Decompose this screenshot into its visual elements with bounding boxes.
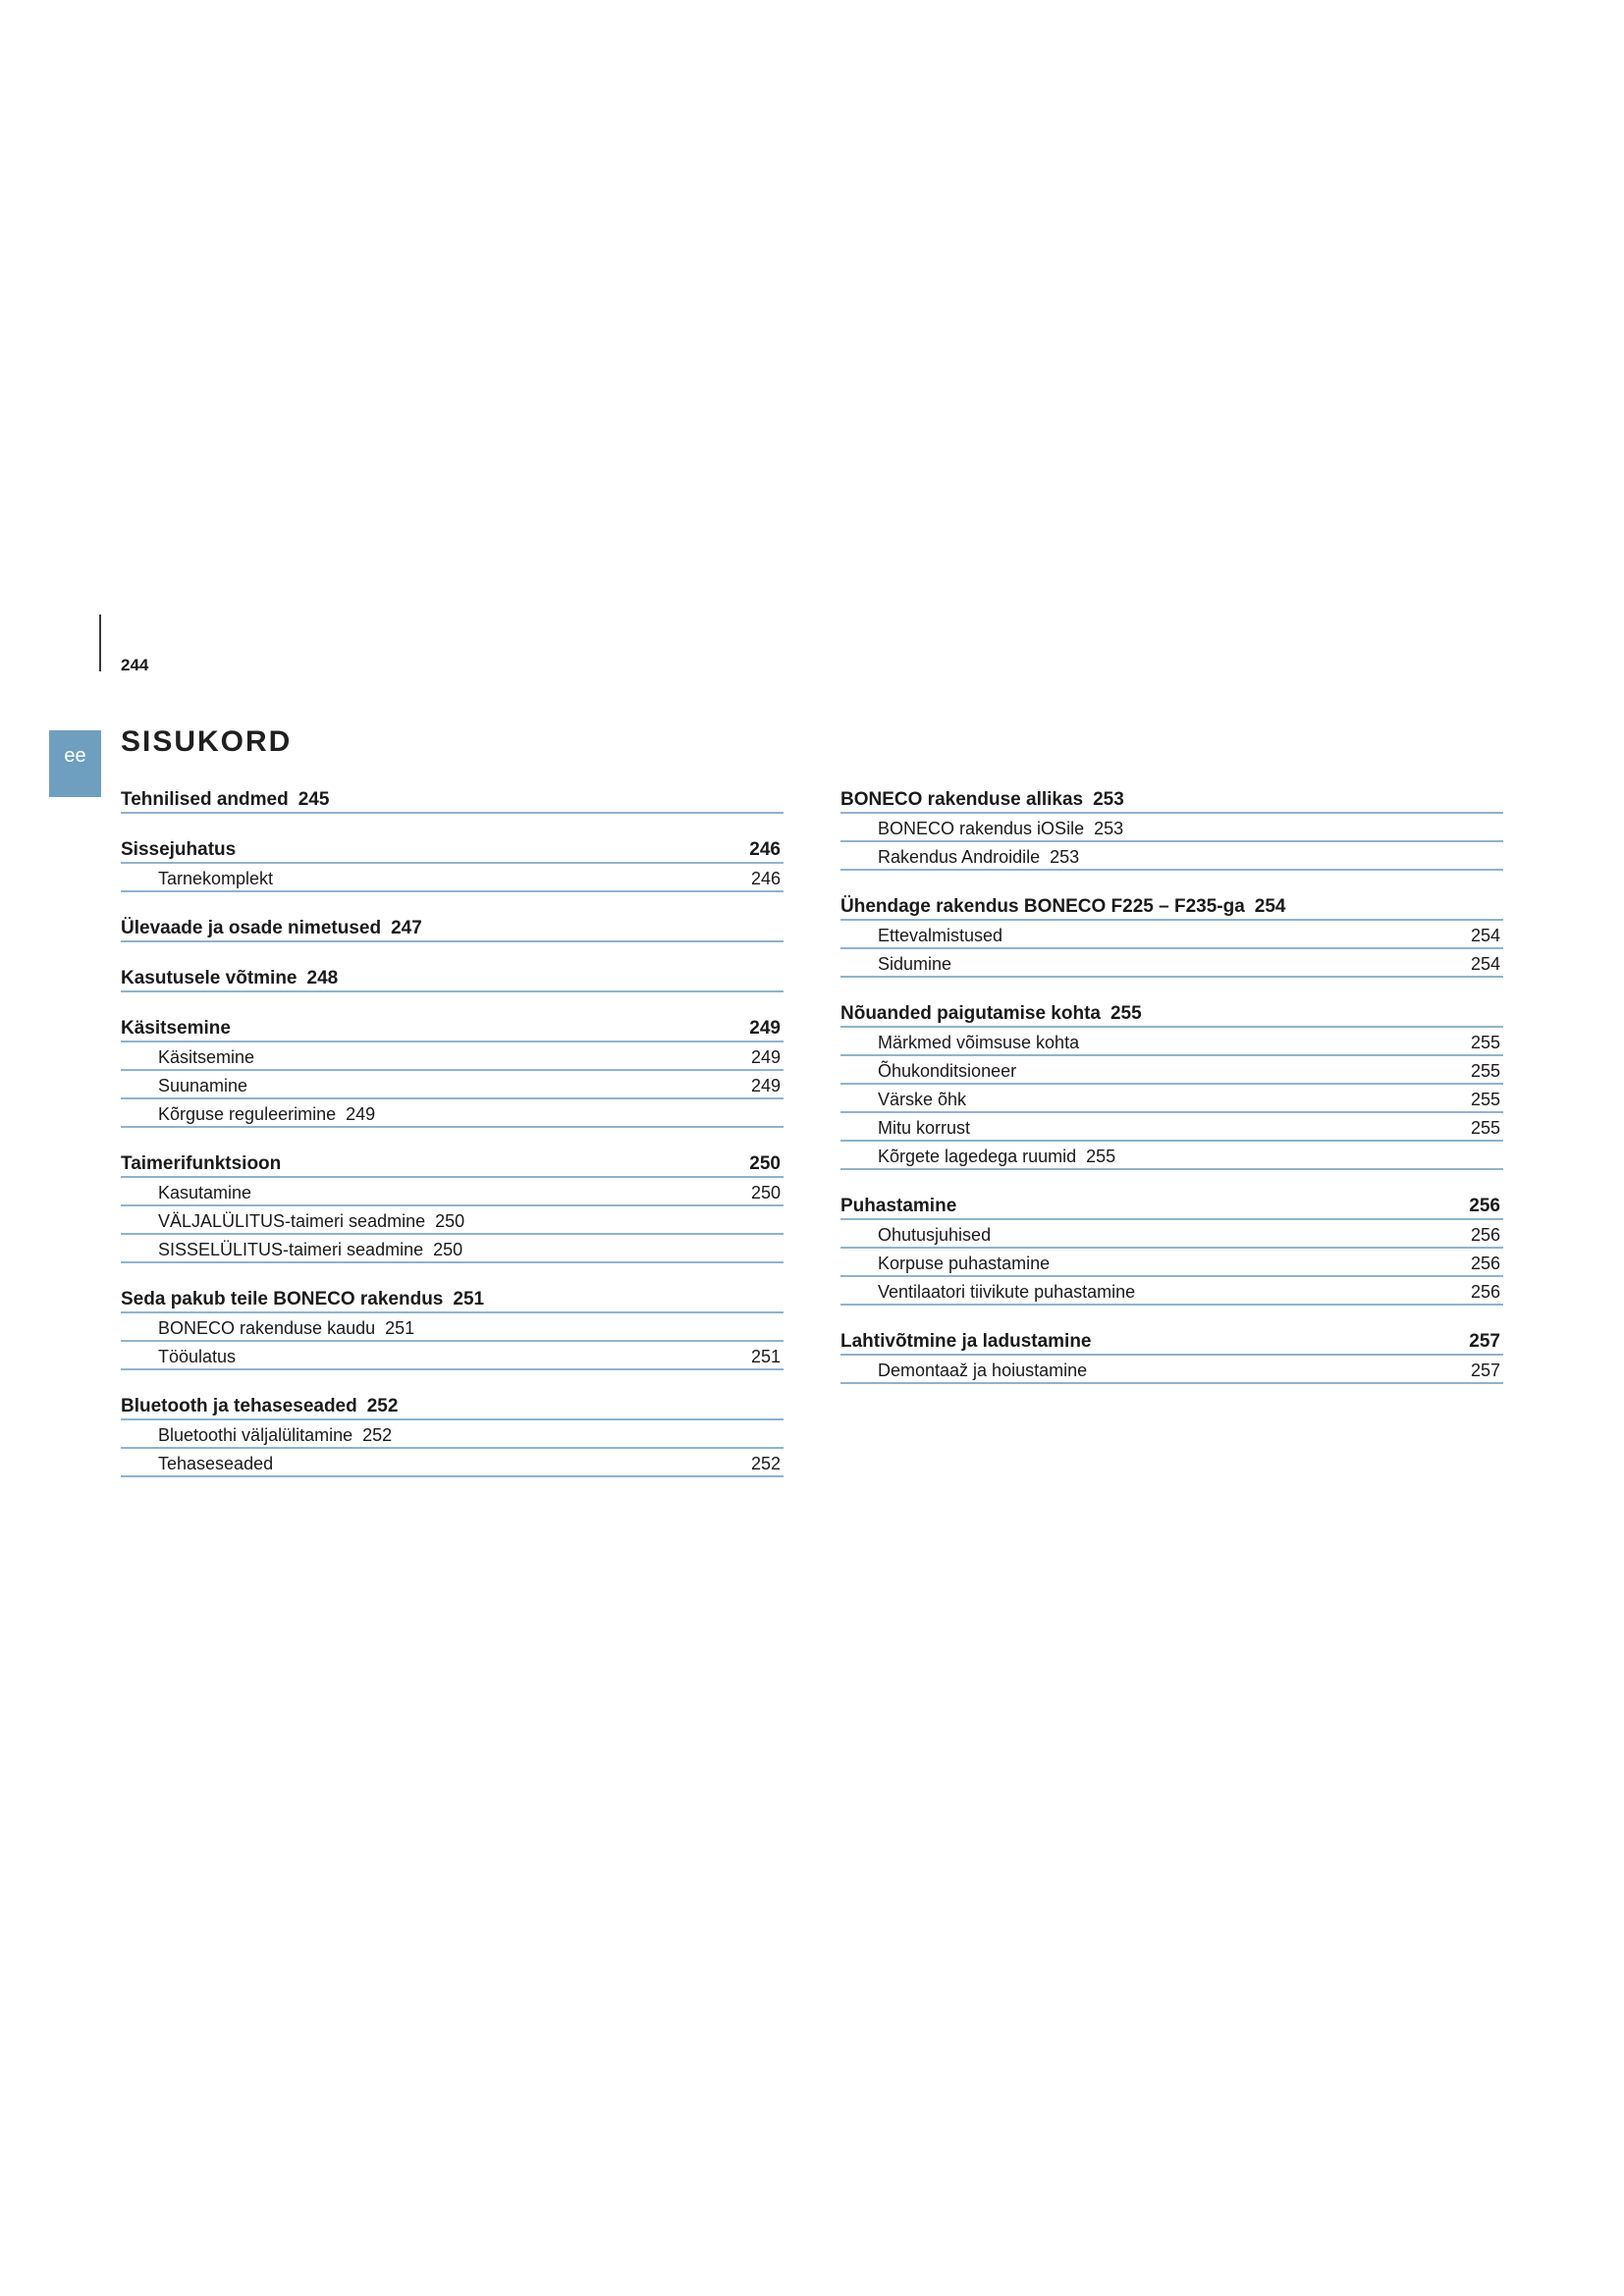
toc-page-number: 255	[1470, 1061, 1500, 1081]
page-number: 244	[121, 656, 149, 674]
toc-inline-page-number: 248	[306, 968, 339, 988]
toc-inline-page-number: 254	[1254, 896, 1286, 917]
toc-section-title: Puhastamine	[840, 1196, 957, 1216]
toc-inline-page-number: 252	[362, 1425, 393, 1445]
toc-page-number: 257	[1470, 1361, 1500, 1380]
toc-page-number: 257	[1469, 1331, 1500, 1352]
toc-entry[interactable]	[840, 814, 1503, 842]
toc-entry-label: BONECO rakendus iOSile 253	[878, 819, 1124, 838]
toc-section	[121, 785, 784, 814]
toc-page-number: 249	[750, 1047, 781, 1067]
toc-entry-label: Kõrguse reguleerimine 249	[158, 1104, 376, 1124]
toc-entry[interactable]	[121, 1449, 784, 1477]
toc-section-title: Nõuanded paigutamise kohta 255	[840, 1003, 1142, 1024]
toc-entry-label: Kõrgete lagedega ruumid 255	[878, 1147, 1116, 1166]
toc-section-heading[interactable]	[840, 1192, 1503, 1220]
toc-page-number: 252	[750, 1454, 781, 1473]
toc-section-title: Ühendage rakendus BONECO F225 – F235-ga 254	[840, 896, 1286, 917]
toc-section-title: Seda pakub teile BONECO rakendus 251	[121, 1289, 485, 1309]
toc-page-number: 251	[750, 1347, 781, 1366]
toc-entry-label: Bluetoothi väljalülitamine 252	[158, 1425, 393, 1445]
toc-section	[840, 999, 1503, 1170]
toc-inline-page-number: 255	[1086, 1147, 1116, 1166]
toc-page-number: 250	[750, 1183, 781, 1202]
toc-section-title: Ülevaade ja osade nimetused 247	[121, 918, 422, 938]
toc-section	[840, 1192, 1503, 1306]
toc-inline-page-number: 247	[391, 918, 422, 938]
toc-entry[interactable]	[840, 842, 1503, 871]
toc-entry-label: Tööulatus	[158, 1347, 237, 1366]
toc-inline-page-number: 251	[453, 1289, 485, 1309]
toc-section-heading[interactable]	[121, 835, 784, 864]
toc-page-number: 255	[1470, 1118, 1500, 1138]
toc-entry-label: Korpuse puhastamine	[878, 1254, 1051, 1273]
toc-section-heading[interactable]	[121, 785, 784, 814]
toc-section-title: Taimerifunktsioon	[121, 1153, 282, 1174]
toc-section-title: Lahtivõtmine ja ladustamine	[840, 1331, 1092, 1352]
toc-section-heading[interactable]	[840, 785, 1503, 814]
toc-section-title: Sissejuhatus	[121, 839, 237, 860]
toc-inline-page-number: 253	[1050, 847, 1080, 867]
toc-entry-label: Õhukonditsioneer	[878, 1061, 1017, 1081]
toc-left-column	[121, 785, 784, 1499]
toc-page-number: 249	[749, 1018, 781, 1039]
toc-section-heading[interactable]	[121, 1149, 784, 1178]
toc-entry-label: Tehaseseaded	[158, 1454, 274, 1473]
toc-section	[121, 835, 784, 892]
toc-right-column	[840, 785, 1503, 1406]
toc-section	[121, 1149, 784, 1263]
toc-entry-label: VÄLJALÜLITUS-taimeri seadmine 250	[158, 1211, 465, 1231]
toc-entry-label: Sidumine	[878, 954, 952, 974]
toc-page-number: 249	[750, 1076, 781, 1095]
toc-entry-label: Ventilaatori tiivikute puhastamine	[878, 1282, 1136, 1302]
toc-section-heading[interactable]	[840, 999, 1503, 1028]
toc-section	[840, 785, 1503, 871]
toc-entry[interactable]	[840, 1277, 1503, 1306]
toc-page-number: 250	[749, 1153, 781, 1174]
toc-entry[interactable]	[840, 1356, 1503, 1384]
toc-entry-label: Käsitsemine	[158, 1047, 255, 1067]
language-tab: ee	[49, 730, 101, 797]
toc-entry[interactable]	[121, 1071, 784, 1099]
toc-entry[interactable]	[121, 1342, 784, 1370]
toc-section-heading[interactable]	[121, 964, 784, 992]
toc-entry[interactable]	[840, 1142, 1503, 1170]
toc-section-title: Bluetooth ja tehaseseaded 252	[121, 1396, 399, 1416]
toc-entry[interactable]	[840, 1056, 1503, 1085]
toc-page-number: 254	[1470, 954, 1500, 974]
toc-section-heading[interactable]	[121, 1392, 784, 1420]
toc-entry[interactable]	[840, 1028, 1503, 1056]
toc-entry[interactable]	[121, 1206, 784, 1235]
toc-inline-page-number: 250	[435, 1211, 465, 1231]
toc-inline-page-number: 245	[298, 789, 330, 810]
toc-page-number: 254	[1470, 926, 1500, 945]
toc-entry[interactable]	[121, 1313, 784, 1342]
toc-inline-page-number: 253	[1094, 819, 1124, 838]
toc-entry[interactable]	[121, 1178, 784, 1206]
toc-entry-label: Kasutamine	[158, 1183, 252, 1202]
toc-section	[121, 1014, 784, 1128]
toc-entry[interactable]	[121, 864, 784, 892]
toc-section-title: Kasutusele võtmine 248	[121, 968, 339, 988]
toc-section	[121, 964, 784, 992]
toc-section-heading[interactable]	[840, 1327, 1503, 1356]
toc-section-heading[interactable]	[840, 892, 1503, 921]
toc-entry[interactable]	[840, 1220, 1503, 1249]
toc-entry-label: BONECO rakenduse kaudu 251	[158, 1318, 415, 1338]
toc-page-number: 255	[1470, 1033, 1500, 1052]
toc-section	[840, 892, 1503, 978]
toc-entry[interactable]	[840, 949, 1503, 978]
toc-entry[interactable]	[121, 1420, 784, 1449]
toc-inline-page-number: 255	[1110, 1003, 1142, 1024]
toc-entry-label: Mitu korrust	[878, 1118, 971, 1138]
toc-entry-label: Ohutusjuhised	[878, 1225, 992, 1245]
toc-section-heading[interactable]	[121, 1014, 784, 1042]
toc-page-number: 255	[1470, 1090, 1500, 1109]
toc-entry-label: Suunamine	[158, 1076, 248, 1095]
toc-entry[interactable]	[121, 1099, 784, 1128]
toc-section-heading[interactable]	[121, 914, 784, 942]
toc-page-number: 256	[1470, 1254, 1500, 1273]
toc-entry-label: SISSELÜLITUS-taimeri seadmine 250	[158, 1240, 463, 1259]
toc-section	[121, 1392, 784, 1477]
toc-section-title: BONECO rakenduse allikas 253	[840, 789, 1124, 810]
toc-entry-label: Märkmed võimsuse kohta	[878, 1033, 1080, 1052]
toc-entry-label: Demontaaž ja hoiustamine	[878, 1361, 1088, 1380]
toc-entry[interactable]	[840, 1113, 1503, 1142]
toc-inline-page-number: 250	[433, 1240, 463, 1259]
toc-page-number: 246	[750, 869, 781, 888]
toc-entry-label: Rakendus Androidile 253	[878, 847, 1080, 867]
toc-section	[121, 1285, 784, 1370]
toc-entry[interactable]	[121, 1235, 784, 1263]
toc-entry[interactable]	[840, 1249, 1503, 1277]
toc-entry[interactable]	[840, 1085, 1503, 1113]
toc-entry[interactable]	[840, 921, 1503, 949]
toc-entry-label: Värske õhk	[878, 1090, 967, 1109]
toc-section	[121, 914, 784, 942]
toc-page-number: 246	[749, 839, 781, 860]
toc-page-number: 256	[1470, 1282, 1500, 1302]
toc-inline-page-number: 251	[385, 1318, 415, 1338]
toc-section	[840, 1327, 1503, 1384]
toc-page-number: 256	[1469, 1196, 1500, 1216]
toc-inline-page-number: 253	[1093, 789, 1124, 810]
toc-inline-page-number: 252	[366, 1396, 399, 1416]
toc-section-title: Tehnilised andmed 245	[121, 789, 330, 810]
toc-entry[interactable]	[121, 1042, 784, 1071]
toc-inline-page-number: 249	[346, 1104, 376, 1124]
toc-section-title: Käsitsemine	[121, 1018, 231, 1039]
toc-page-number: 256	[1470, 1225, 1500, 1245]
page-title: SISUKORD	[121, 725, 293, 758]
page-number-rule	[99, 614, 101, 671]
toc-section-heading[interactable]	[121, 1285, 784, 1313]
toc-entry-label: Ettevalmistused	[878, 926, 1003, 945]
toc-entry-label: Tarnekomplekt	[158, 869, 274, 888]
